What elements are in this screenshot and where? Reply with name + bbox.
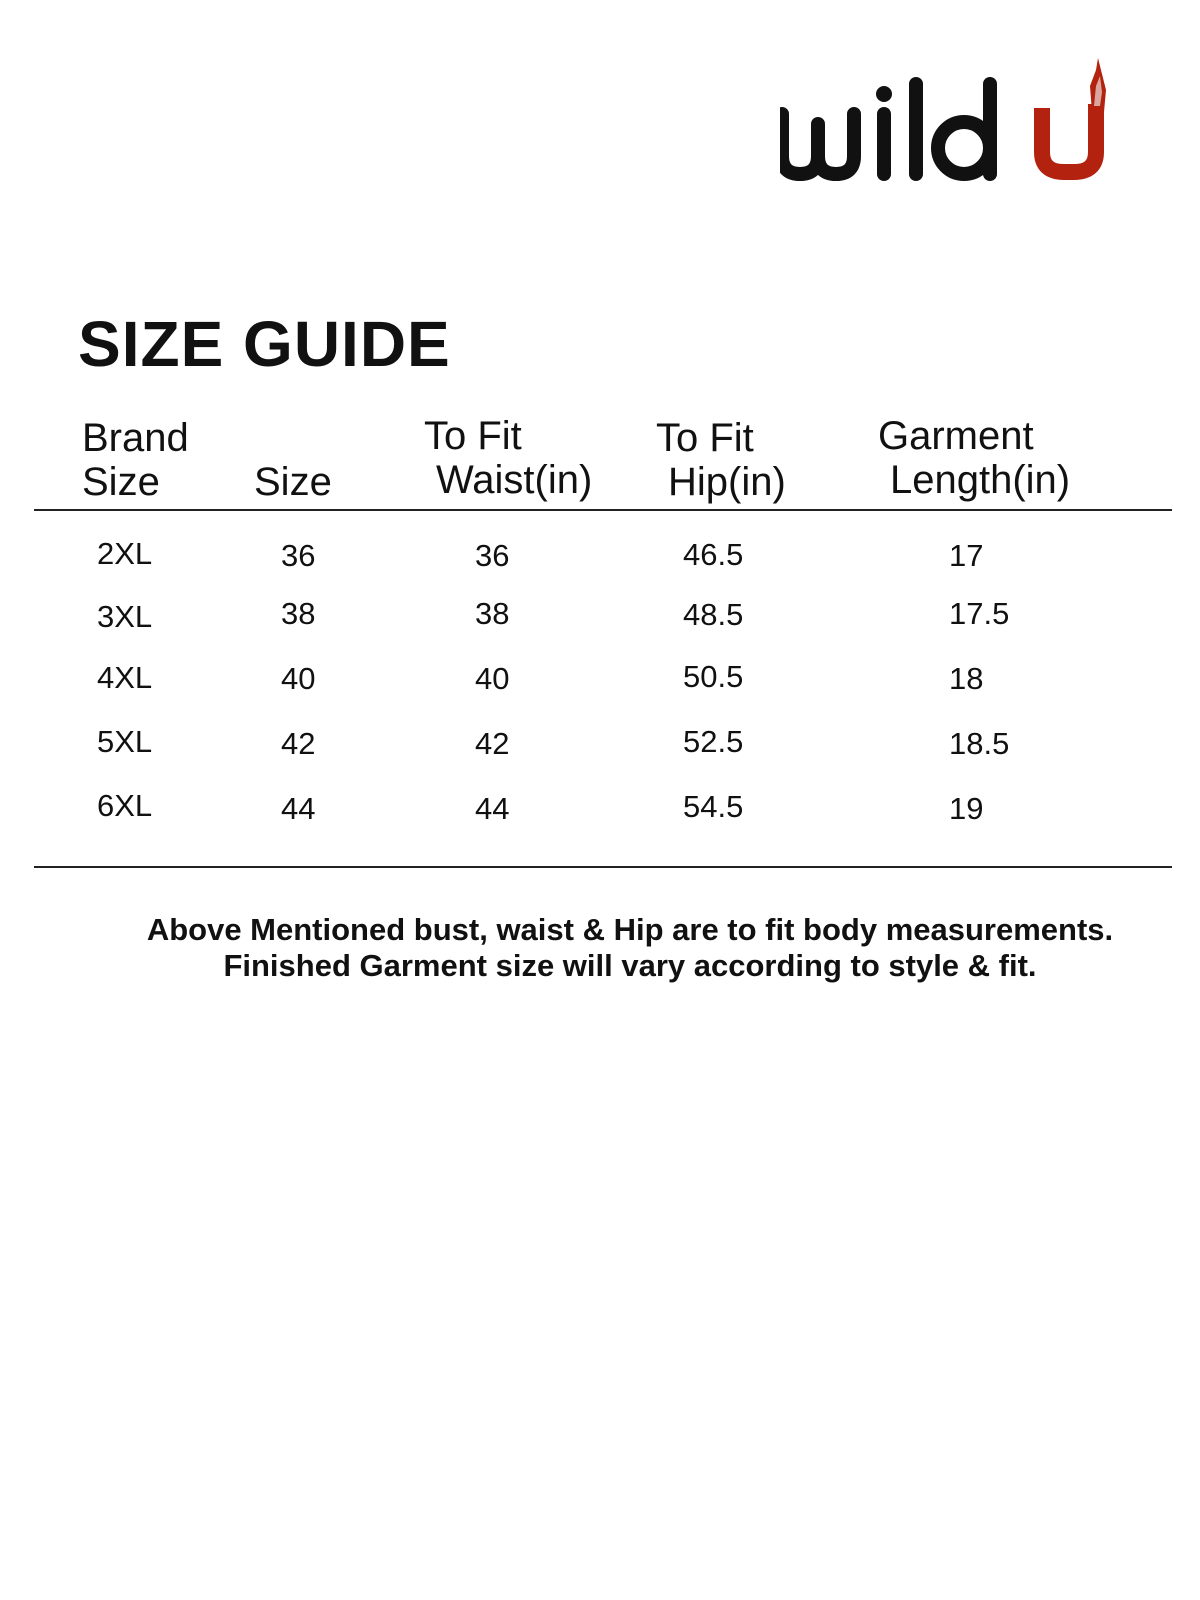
table-cell: 2XL: [97, 536, 153, 571]
header-hip-line1: To Fit: [656, 416, 754, 460]
size-note: [60, 912, 1200, 984]
table-cell: 42: [281, 726, 316, 761]
table-cell: 17.5: [949, 596, 1010, 631]
table-cell: 38: [475, 596, 510, 631]
header-length: [878, 414, 1070, 502]
header-size-line2: Size: [254, 460, 332, 504]
header-length-line1: Garment: [878, 414, 1034, 458]
table-cell: 40: [281, 661, 316, 696]
header-brand-size-line2: Size: [82, 460, 160, 504]
table-cell: 46.5: [683, 537, 744, 572]
table-cell: 44: [475, 791, 510, 826]
table-cell: 3XL: [97, 599, 153, 634]
table-cell: 4XL: [97, 660, 153, 695]
table-cell: 36: [475, 538, 510, 573]
header-divider: [34, 509, 1172, 511]
header-brand-size: [82, 416, 189, 504]
header-waist-line1: To Fit: [424, 414, 522, 458]
header-length-line2: Length(in): [890, 458, 1071, 502]
table-cell: 17: [949, 538, 984, 573]
table-cell: 18.5: [949, 726, 1010, 761]
header-size: [254, 460, 332, 504]
size-note-line2: Finished Garment size will vary according to style & fit.: [223, 948, 1037, 983]
header-brand-size-line1: Brand: [82, 416, 189, 460]
table-cell: 38: [281, 596, 316, 631]
header-hip-line2: Hip(in): [668, 460, 786, 504]
table-cell: 36: [281, 538, 316, 573]
table-cell: 50.5: [683, 659, 744, 694]
brand-logo: [780, 56, 1140, 196]
table-bottom-divider: [34, 866, 1172, 868]
table-cell: 40: [475, 661, 510, 696]
table-cell: 54.5: [683, 789, 744, 824]
header-waist: [424, 414, 592, 502]
header-hip: [656, 416, 786, 504]
page-title: SIZE GUIDE: [78, 308, 451, 380]
table-cell: 18: [949, 661, 984, 696]
size-note-line1: Above Mentioned bust, waist & Hip are to fit body measurements.: [146, 912, 1114, 947]
table-cell: 48.5: [683, 597, 744, 632]
table-cell: 52.5: [683, 724, 744, 759]
header-waist-line2: Waist(in): [436, 458, 593, 502]
table-cell: 5XL: [97, 724, 153, 759]
table-cell: 42: [475, 726, 510, 761]
table-cell: 19: [949, 791, 984, 826]
table-cell: 44: [281, 791, 316, 826]
table-cell: 6XL: [97, 788, 153, 823]
